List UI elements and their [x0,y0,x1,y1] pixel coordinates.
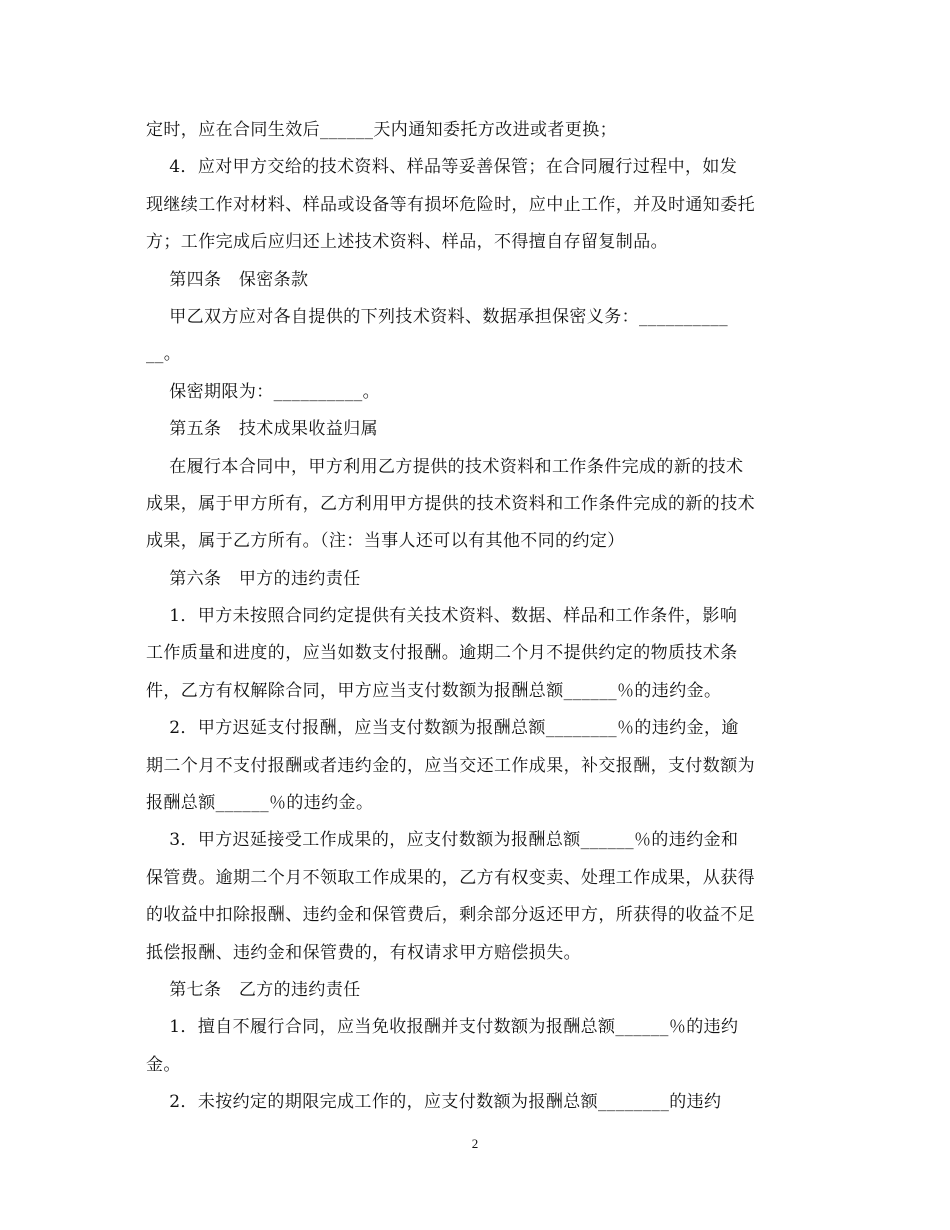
section-heading: 第七条 乙方的违约责任 [146,979,361,1000]
text-line: 报酬总额______％的违约金。 [146,793,374,814]
text-line: 3．甲方迟延接受工作成果的，应支付数额为报酬总额______％的违约金和 [146,830,739,851]
text-line: 期二个月不支付报酬或者违约金的，应当交还工作成果，补交报酬，支付数额为 [146,755,755,776]
text-line: 件，乙方有权解除合同，甲方应当支付数额为报酬总额______％的违约金。 [146,680,722,701]
text-line: 2．甲方迟延支付报酬，应当支付数额为报酬总额________％的违约金，逾 [146,718,739,739]
page-number: 2 [471,1136,479,1151]
text-line: 在履行本合同中，甲方利用乙方提供的技术资料和工作条件完成的新的技术 [146,456,744,477]
text-line: 4．应对甲方交给的技术资料、样品等妥善保管；在合同履行过程中，如发 [146,157,738,178]
text-line: 抵偿报酬、违约金和保管费的，有权请求甲方赔偿损失。 [146,942,581,963]
text-line: 现继续工作对材料、样品或设备等有损坏危险时，应中止工作，并及时通知委托 [146,194,755,215]
text-line: 定时，应在合同生效后______天内通知委托方改进或者更换； [146,120,617,140]
text-line: 的收益中扣除报酬、违约金和保管费后，剩余部分返还甲方，所获得的收益不足 [146,905,755,926]
contract-body [146,112,810,1122]
text-line: 1．擅自不履行合同，应当免收报酬并支付数额为报酬总额______％的违约 [146,1017,739,1038]
section-heading: 第六条 甲方的违约责任 [146,568,361,589]
section-heading: 第四条 保密条款 [146,269,309,290]
text-line: 1．甲方未按照合同约定提供有关技术资料、数据、样品和工作条件，影响 [146,606,738,627]
text-line: 甲乙双方应对各自提供的下列技术资料、数据承担保密义务：__________ [146,306,729,327]
text-line: 金。 [146,1054,181,1075]
section-heading: 第五条 技术成果收益归属 [146,419,379,440]
text-line: 方；工作完成后应归还上述技术资料、样品，不得擅自存留复制品。 [146,232,668,253]
text-line: 保密期限为：__________。 [146,381,381,402]
text-line: 工作质量和进度的，应当如数支付报酬。逾期二个月不提供约定的物质技术条 [146,643,738,664]
text-line: 保管费。逾期二个月不领取工作成果的，乙方有权变卖、处理工作成果，从获得 [146,867,755,888]
text-line: __。 [146,344,182,365]
text-line: 成果，属于乙方所有。（注：当事人还可以有其他不同的约定） [146,531,625,552]
text-line: 成果，属于甲方所有，乙方利用甲方提供的技术资料和工作条件完成的新的技术 [146,493,755,514]
text-line: 2．未按约定的期限完成工作的，应支付数额为报酬总额________的违约 [146,1092,722,1113]
